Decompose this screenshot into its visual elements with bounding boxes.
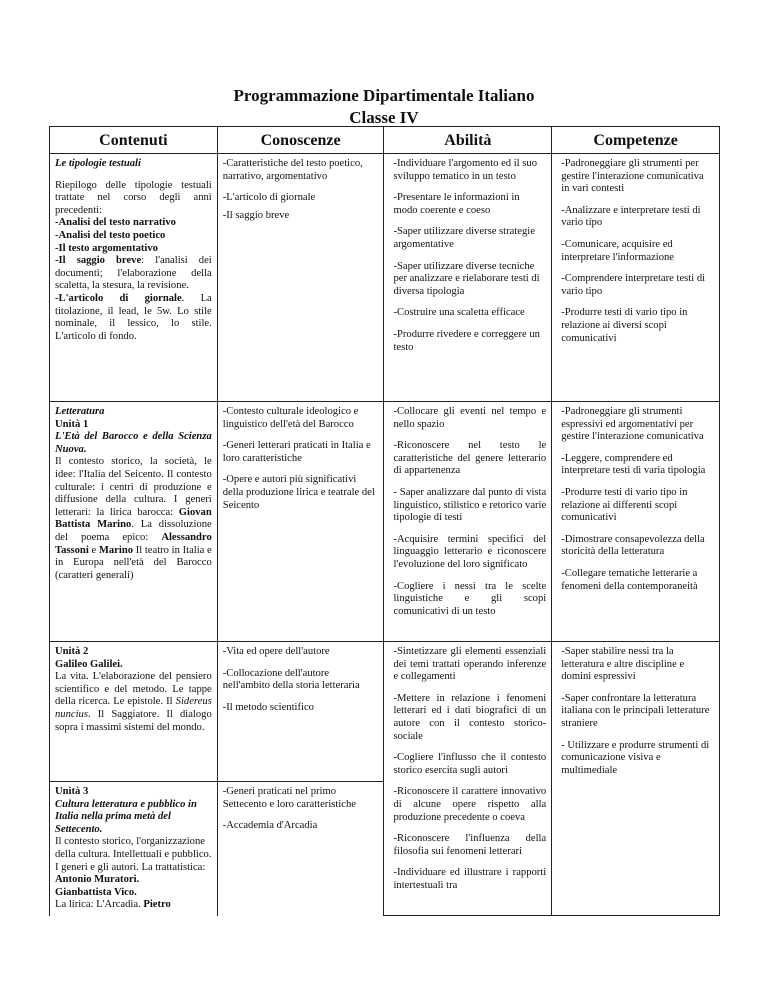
list-item: -Collocazione dell'autore nell'ambito della storia letteraria [222, 667, 360, 692]
list-item: -Riconoscere il carattere innovativo di alcune opere rispetto alla produzione precedente o coeva [393, 786, 547, 823]
unit-title: Galileo Galilei. [55, 658, 123, 670]
list-item: -Individuare l'argomento ed il suo sviluppo tematico in un testo [393, 158, 537, 182]
list-item: -Saper confrontare la letteratura italiana con le principali letterature straniere [561, 692, 710, 729]
list-item: -Mettere in relazione i fenomeni letterari ed i dati biografici di un autore con il contesto storico-sociale [393, 692, 547, 742]
table-header-row [50, 127, 720, 154]
contenuti-cell [50, 642, 218, 782]
list-item: -Acquisire termini specifici del linguaggio letterario e riconoscere l'evoluzione del loro significato [393, 533, 547, 570]
section-heading: Le tipologie testuali [55, 158, 141, 169]
list-item: -Riconoscere l'influenza della filosofia sui fenomeni letterari [393, 833, 547, 857]
list-item: -Caratteristiche del testo poetico, narrativo, argomentativo [222, 158, 363, 182]
list-item: -Cogliere l'influsso che il contesto storico esercita sugli autori [393, 752, 547, 776]
unit-text: Il contesto storico, l'organizzazione della cultura. Intellettuali e pubblico. I generi e gli autori. La trattatistica: Antonio Muratori. Gianbattista Vico. La lirica: L'Arcadia. Pietro [55, 836, 212, 911]
competenze-cell [552, 642, 720, 916]
unit-title: L'Età del Barocco e della Scienza Nuova. [55, 431, 212, 455]
list-item: -Collegare tematiche letterarie a fenomeni della contemporaneità [561, 567, 698, 592]
list-item: -Il saggio breve: l'analisi dei documenti; l'elaborazione della scaletta, la stesura, la revisione. [55, 255, 212, 292]
list-item: -Padroneggiare gli strumenti espressivi ed argomentativi per gestire l'interazione comunicativa [561, 406, 704, 443]
list-item: -Il testo argomentativo [55, 242, 158, 254]
header-abilita: Abilità [384, 127, 552, 154]
list-item: -Individuare ed illustrare i rapporti intertestuali tra [393, 867, 547, 891]
table-row [50, 402, 720, 642]
list-item: -Cogliere i nessi tra le scelte linguistiche e gli scopi comunicativi di un testo [393, 580, 547, 617]
table-row [50, 642, 720, 782]
list-item: -Produrre rivedere e correggere un testo [393, 328, 540, 353]
list-item: -Generi letterari praticati in Italia e loro caratteristiche [222, 440, 371, 464]
unit-text: La vita. L'elaborazione del pensiero scientifico e del metodo. Le tappe della ricerca. Le epistole. Il Sidereus nuncius. Il Saggiatore. Il dialogo sopra i massimi sistemi del mondo. [55, 671, 212, 733]
list-item: -Sintetizzare gli elementi essenziali dei temi trattati operando inferenze e collegamenti [393, 646, 547, 683]
abilita-cell [384, 154, 552, 402]
list-item: -Vita ed opere dell'autore [222, 646, 330, 657]
list-item: -Analizzare e interpretare testi di vario tipo [561, 204, 701, 229]
list-item: -Contesto culturale ideologico e linguistico dell'età del Barocco [222, 406, 359, 430]
contenuti-cell [50, 154, 218, 402]
list-item: -Produrre testi di vario tipo in relazione ai differenti scopi comunicativi [561, 486, 688, 524]
contenuti-cell [50, 402, 218, 642]
competenze-cell [552, 154, 720, 402]
competenze-cell [552, 402, 720, 642]
header-competenze: Competenze [552, 127, 720, 154]
unit-label: Unità 2 [55, 646, 89, 657]
list-item: -Comprendere interpretare testi di vario tipo [561, 273, 706, 297]
list-item: -Leggere, comprendere ed interpretare testi di varia tipologia [561, 452, 706, 477]
table-row [50, 154, 720, 402]
section-heading: Letteratura [55, 406, 105, 417]
unit-label: Unità 1 [55, 418, 89, 430]
document-title: Programmazione Dipartimentale Italiano [233, 86, 535, 105]
unit-text: Il contesto storico, la società, le idee: l'Italia del Seicento. Il contesto culturale: i centri di produzione e diffusione della cultura. I generi letterari: la lirica barocca: Giovan Battista Marino. La dissoluzione del poema epico: Alessandro Tassoni e Marino Il teatro in Italia e in Europa nell'età del Barocco (caratteri generali) [55, 456, 212, 581]
list-item: -Analisi del testo poetico [55, 229, 166, 241]
conoscenze-cell [217, 642, 384, 782]
list-item: - Saper analizzare dal punto di vista linguistico, stilistico e retorico varie tipologie di testi [393, 486, 547, 524]
contenuti-cell [50, 782, 218, 916]
list-item: -Analisi del testo narrativo [55, 217, 176, 229]
list-item: -L'articolo di giornale. La titolazione, il lead, le 5w. Lo stile nominale, il lessico, lo stile. L'articolo di fondo. [55, 292, 212, 342]
list-item: -Dimostrare consapevolezza della storicità della letteratura [561, 533, 705, 558]
list-item: -Il metodo scientifico [222, 701, 314, 713]
unit-label: Unità 3 [55, 786, 89, 797]
list-item: -Padroneggiare gli strumenti per gestire l'interazione comunicativa in vari contesti [561, 158, 704, 195]
list-item: -Generi praticati nel primo Settecento e loro caratteristiche [222, 786, 356, 810]
list-item: -Riconoscere nel testo le caratteristiche del genere letterario di appartenenza [393, 440, 547, 477]
list-item: -Il saggio breve [222, 209, 290, 221]
list-item: -Produrre testi di vario tipo in relazione ai diversi scopi comunicativi [561, 307, 688, 344]
list-item: -Accademia d'Arcadia [222, 820, 318, 832]
list-item: -Comunicare, acquisire ed interpretare l'informazione [561, 238, 675, 263]
list-item: -Saper utilizzare diverse tecniche per analizzare e rielaborare testi di diversa tipologia [393, 260, 540, 297]
header-conoscenze: Conoscenze [217, 127, 384, 154]
header-contenuti: Contenuti [50, 127, 218, 154]
abilita-cell [384, 402, 552, 642]
conoscenze-cell [217, 782, 384, 916]
list-item: -L'articolo di giornale [222, 192, 316, 204]
list-item: -Presentare le informazioni in modo coerente e coeso [393, 192, 520, 216]
section-intro: Riepilogo delle tipologie testuali trattate nel corso degli anni precedenti: [55, 179, 212, 216]
document-subtitle: Classe IV [349, 108, 419, 127]
program-table [49, 126, 720, 916]
list-item: - Utilizzare e produrre strumenti di comunicazione visiva e multimediale [561, 739, 710, 776]
abilita-cell [384, 642, 552, 916]
unit-title: Cultura letteratura e pubblico in Italia nella prima metà del Settecento. [55, 798, 197, 835]
list-item: -Saper utilizzare diverse strategie argomentative [393, 226, 535, 250]
list-item: -Collocare gli eventi nel tempo e nello spazio [393, 406, 547, 430]
conoscenze-cell [217, 154, 384, 402]
list-item: -Costruire una scaletta efficace [393, 307, 525, 319]
list-item: -Opere e autori più significativi della produzione lirica e teatrale del Seicento [222, 474, 375, 511]
list-item: -Saper stabilire nessi tra la letteratura e altre discipline e domini espressivi [561, 646, 685, 683]
conoscenze-cell [217, 402, 384, 642]
